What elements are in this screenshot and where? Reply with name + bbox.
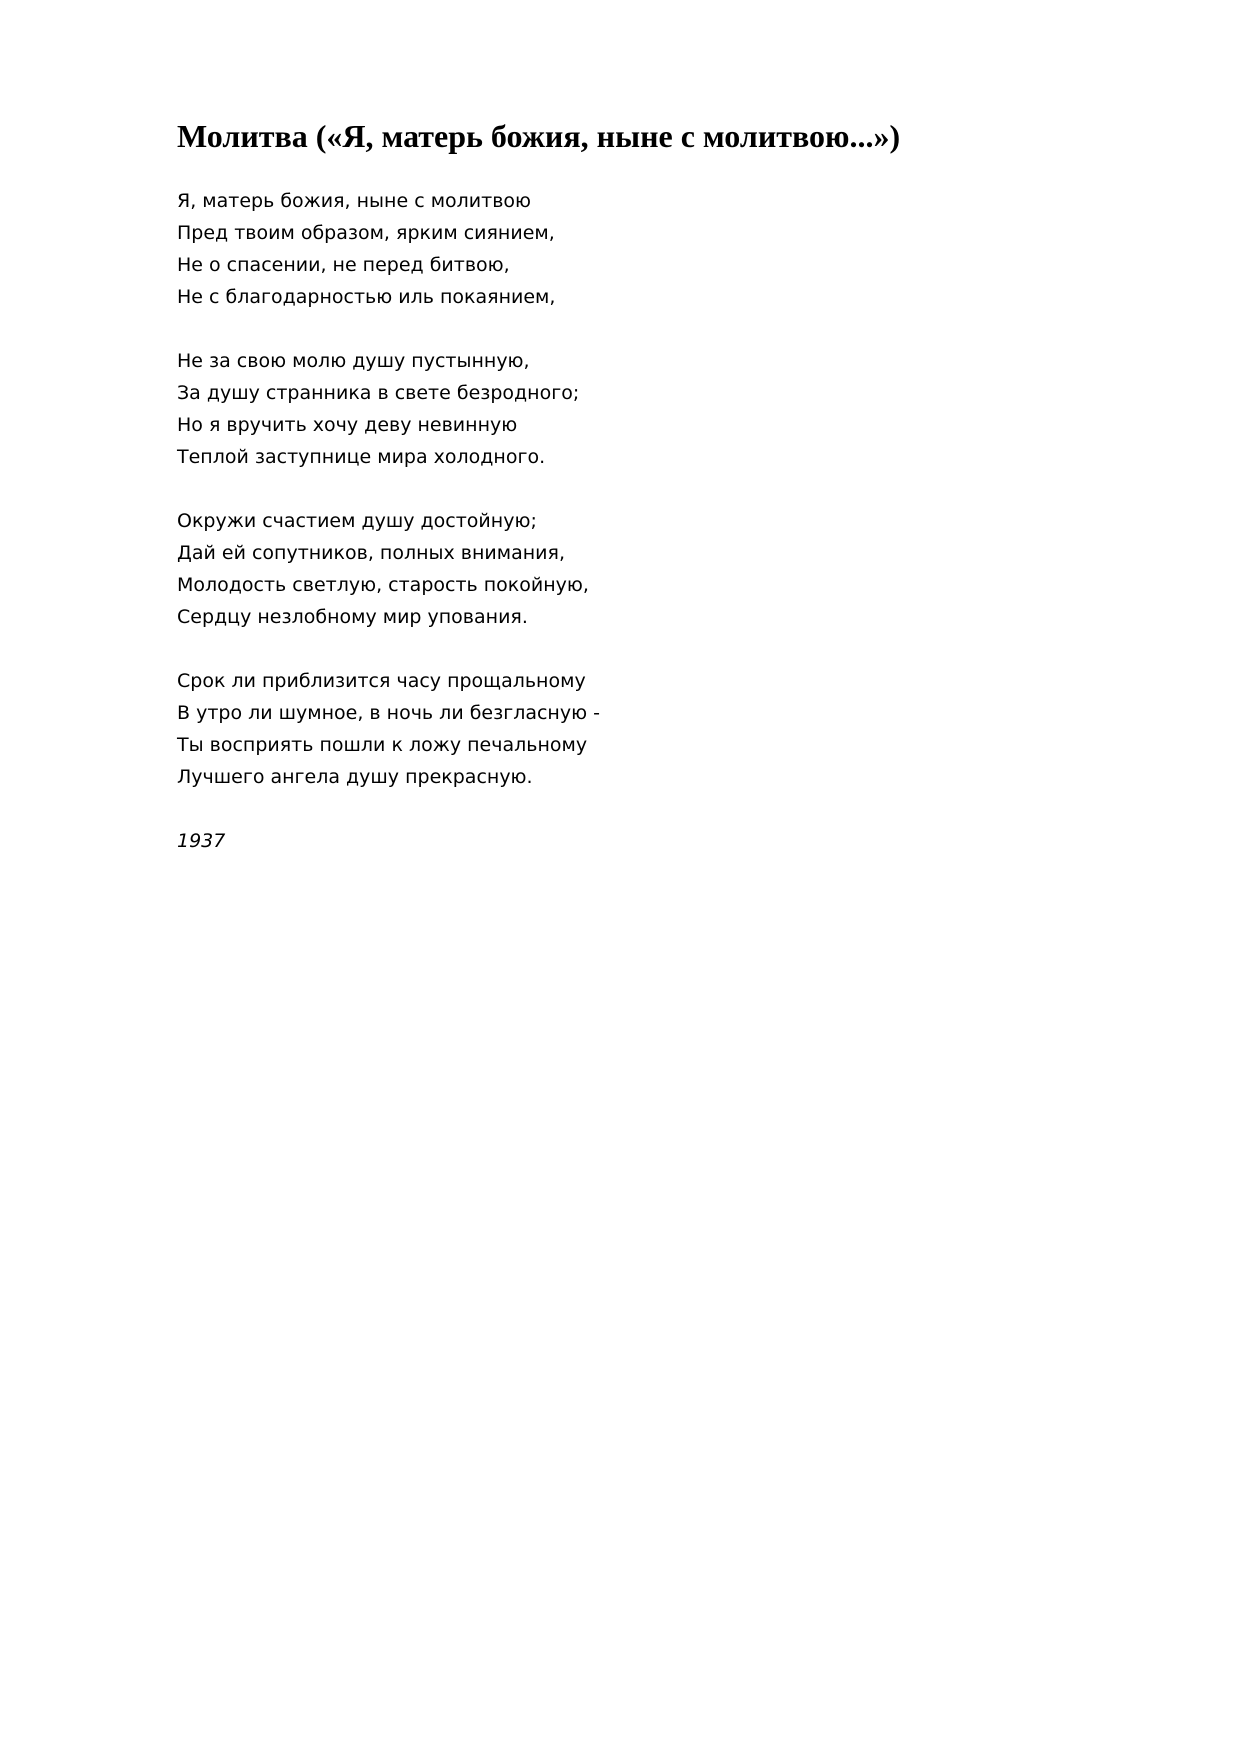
stanza-4 — [177, 665, 1077, 793]
poem-line: Не о спасении, не перед битвою, — [177, 254, 510, 276]
poem-line: За душу странника в свете безродного; — [177, 382, 580, 404]
poem-line: Дай ей сопутников, полных внимания, — [177, 542, 565, 564]
poem-line: Я, матерь божия, ныне с молитвою — [177, 190, 532, 212]
poem-line: Окружи счастием душу достойную; — [177, 510, 537, 532]
poem-line: Сердцу незлобному мир упования. — [177, 606, 528, 628]
poem-line: В утро ли шумное, в ночь ли безгласную - — [177, 702, 600, 724]
poem-title: Молитва («Я, матерь божия, ныне с молитвою...») — [177, 118, 901, 154]
poem-line: Не с благодарностью иль покаянием, — [177, 286, 556, 308]
poem-line: Теплой заступнице мира холодного. — [177, 446, 546, 468]
poem-date: 1937 — [177, 830, 226, 852]
poem-line: Но я вручить хочу деву невинную — [177, 414, 518, 436]
poem-line: Лучшего ангела душу прекрасную. — [177, 766, 533, 788]
poem-body — [177, 185, 1077, 857]
poem-line: Молодость светлую, старость покойную, — [177, 574, 589, 596]
stanza-1 — [177, 185, 1077, 313]
poem-line: Пред твоим образом, ярким сиянием, — [177, 222, 555, 244]
poem-line: Не за свою молю душу пустынную, — [177, 350, 530, 372]
poem-line: Срок ли приблизится часу прощальному — [177, 670, 586, 692]
poem-line: Ты восприять пошли к ложу печальному — [177, 734, 588, 756]
stanza-3 — [177, 505, 1077, 633]
stanza-2 — [177, 345, 1077, 473]
